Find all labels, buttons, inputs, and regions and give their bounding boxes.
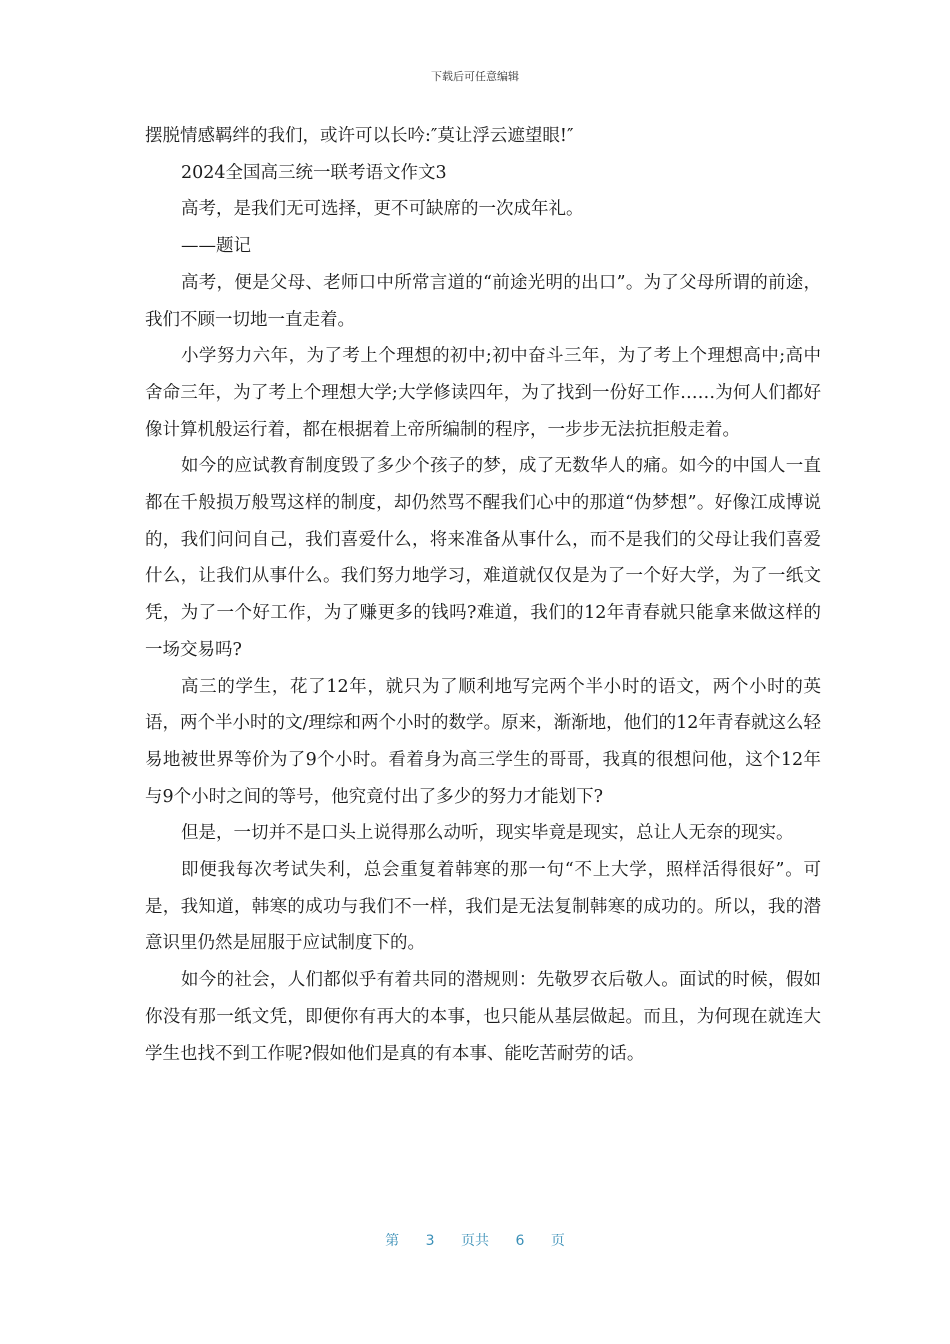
paragraph: 小学努力六年，为了考上个理想的初中;初中奋斗三年，为了考上个理想高中;高中舍命三年，为了考上个理想大学;大学修读四年，为了找到一份好工作……为何人们都好像计算机般运行着，都在根据着上帝所编制的程序，一步步无法抗拒般走着。: [145, 346, 821, 440]
footer-prefix: 第: [385, 1233, 400, 1249]
footer-middle: 页共: [461, 1233, 489, 1249]
page-header: 下载后可任意编辑: [431, 70, 519, 83]
document-body: [145, 118, 821, 1072]
epigraph-attribution: ——题记: [181, 236, 251, 257]
footer-suffix: 页: [550, 1233, 565, 1249]
epigraph: 高考，是我们无可选择，更不可缺席的一次成年礼。: [181, 199, 584, 220]
paragraph: 即便我每次考试失利，总会重复着韩寒的那一句“不上大学，照样活得很好”。可是，我知道，韩寒的成功与我们不一样，我们是无法复制韩寒的成功的。所以，我的潜意识里仍然是屈服于应试制度下的。: [145, 860, 821, 954]
paragraph: 高三的学生，花了12年，就只为了顺利地写完两个半小时的语文，两个小时的英语，两个半小时的文/理综和两个小时的数学。原来，渐渐地，他们的12年青春就这么轻易地被世界等价为了9个小时。看着身为高三学生的哥哥，我真的很想问他，这个12年与9个小时之间的等号，他究竟付出了多少的努力才能划下?: [145, 676, 821, 807]
total-page-number: 6: [515, 1233, 525, 1249]
paragraph: 如今的社会，人们都似乎有着共同的潜规则：先敬罗衣后敬人。面试的时候，假如你没有那一纸文凭，即便你有再大的本事，也只能从基层做起。而且，为何现在就连大学生也找不到工作呢?假如他们是真的有本事、能吃苦耐劳的话。: [145, 970, 821, 1064]
paragraph: 但是，一切并不是口头上说得那么动听，现实毕竟是现实，总让人无奈的现实。: [181, 823, 794, 844]
page-footer: [0, 1230, 950, 1250]
current-page-number: 3: [425, 1233, 435, 1249]
essay-title: 2024全国高三统一联考语文作文3: [181, 162, 447, 183]
paragraph: 高考，便是父母、老师口中所常言道的“前途光明的出口”。为了父母所谓的前途，我们不顾一切地一直走着。: [145, 272, 821, 330]
paragraph: 如今的应试教育制度毁了多少个孩子的梦，成了无数华人的痛。如今的中国人一直都在千般损万般骂这样的制度，却仍然骂不醒我们心中的那道“伪梦想”。好像江成博说的，我们问问自己，我们喜爱什么，将来准备从事什么，而不是我们的父母让我们喜爱什么，让我们从事什么。我们努力地学习，难道就仅仅是为了一个好大学，为了一纸文凭，为了一个好工作，为了赚更多的钱吗?难道，我们的12年青春就只能拿来做这样的一场交易吗?: [145, 456, 821, 660]
paragraph: 摆脱情感羁绊的我们，或许可以长吟:″莫让浮云遮望眼!″: [145, 126, 574, 146]
